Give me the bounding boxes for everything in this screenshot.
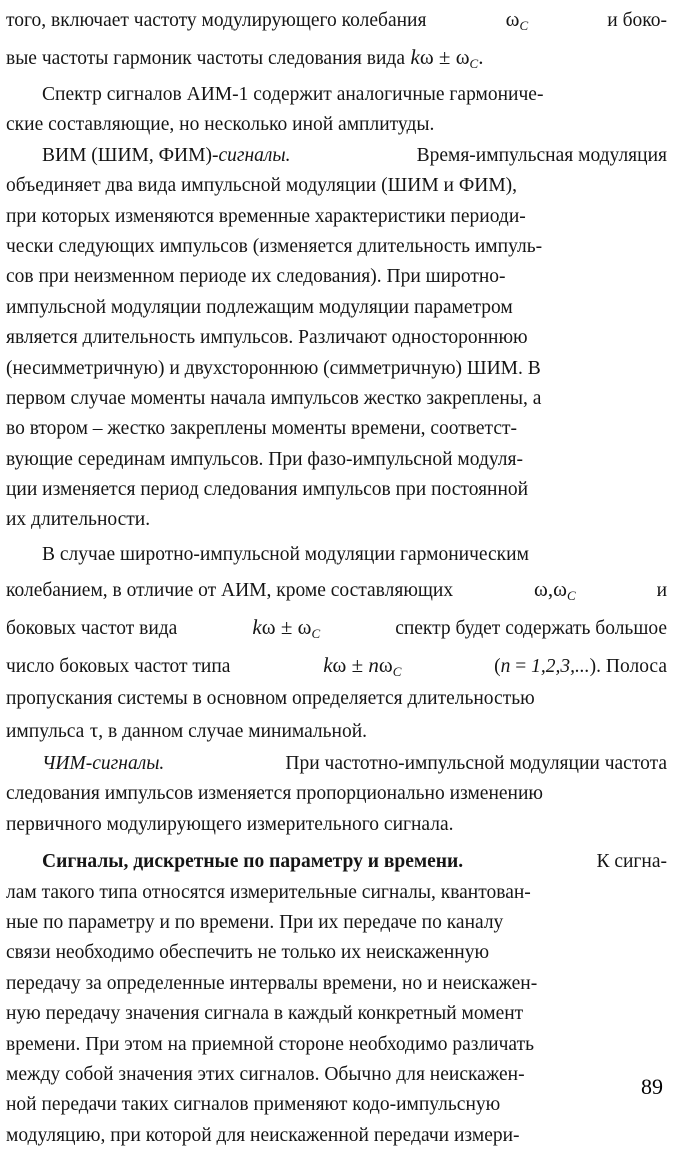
text-line: при которых изменяются временные характеристики периоди-	[6, 205, 526, 227]
text-line: чески следующих импульсов (изменяется длительность импуль-	[6, 235, 543, 257]
paragraph-chim	[6, 749, 667, 840]
formula-omega-c: $\omega_C$	[505, 7, 529, 33]
text-line: связи необходимо обеспечить не только их неискаженную	[6, 942, 490, 964]
paragraph-aim1	[6, 80, 667, 141]
text-line: боковых частот вида $k\omega \pm \omega_C$ спектр будет содержать большое	[6, 608, 667, 646]
document-page	[6, 0, 667, 1146]
text-line	[6, 141, 667, 171]
formula-k-omega-pm-omega-c: $k\omega \pm \omega_C$	[252, 615, 321, 642]
text-line: ной передачи таких сигналов применяют кодо-импульсную	[6, 1094, 501, 1116]
text-line: ЧИМ-сигналы. При частотно-импульсной модуляции частота	[6, 749, 667, 779]
text-line: Сигналы, дискретные по параметру и времени. К сигна-	[6, 847, 667, 877]
text-line: В случае широтно-импульсной модуляции гармоническим	[42, 543, 529, 565]
text-line: ции изменяется период следования импульсов при постоянной	[6, 479, 529, 501]
text-line	[6, 110, 667, 140]
section-heading: Сигналы, дискретные по параметру и времени.	[42, 851, 464, 873]
text-line: первичного модулирующего измерительного сигнала.	[6, 813, 454, 835]
text-line: объединяет два вида импульсной модуляции (ШИМ и ФИМ),	[6, 175, 518, 197]
text-line: следования импульсов изменяется пропорционально изменению	[6, 783, 543, 805]
text-line: между собой значения этих сигналов. Обычно для неискажен-	[6, 1063, 525, 1085]
text-span: ские составляющие, но несколько иной амплитуды.	[6, 114, 435, 136]
text-line: их длительности.	[6, 509, 151, 531]
text-line: вующие серединам импульсов. При фазо-импульсной модуля-	[6, 448, 523, 470]
page-number: 89	[641, 1074, 663, 1099]
text-line: является длительность импульсов. Различают одностороннюю	[6, 327, 528, 349]
text-line: передачу за определенные интервалы времени, но и неискажен-	[6, 972, 538, 994]
text-line: времени. При этом на приемной стороне необходимо различать	[6, 1033, 534, 1055]
term-vim: ВИМ (ШИМ, ФИМ)-сигналы.	[42, 144, 291, 166]
text-line: ную передачу значения сигнала в каждый конкретный момент	[6, 1003, 524, 1025]
paragraph-vim	[6, 141, 667, 536]
formula-omega-omega-c: $\omega,\omega_C$	[534, 577, 576, 604]
text-line: импульса τ , в данном случае минимальной.	[6, 715, 667, 745]
formula-k-omega-pm-omega-c: $k\omega \pm \omega_C$.	[410, 45, 484, 71]
n-values: (n = 1,2,3,...). Полоса	[494, 656, 667, 678]
text-line: ные по параметру и по времени. При их передаче по каналу	[6, 911, 504, 933]
term-chim: ЧИМ-сигналы.	[42, 753, 165, 775]
text-span: того, включает частоту модулирующего колебания	[6, 10, 427, 31]
text-line: (несимметричную) и двухстороннюю (симметричную) ШИМ. В	[6, 357, 541, 379]
text-line: число боковых частот типа $k\omega \pm n\omega_C$ (n = 1,2,3,...). Полоса	[6, 646, 667, 684]
text-line	[6, 0, 667, 38]
paragraph-shim	[6, 540, 667, 745]
text-line: импульсной модуляции подлежащим модуляции параметром	[6, 296, 513, 318]
paragraph-discrete-signals	[6, 847, 667, 1151]
text-span: и боко-	[607, 10, 667, 31]
paragraph-continuation	[6, 0, 667, 76]
text-line: колебанием, в отличие от АИМ, кроме составляющих $\omega,\omega_C$ и	[6, 570, 667, 608]
text-span: Спектр сигналов АИМ-1 содержит аналогичные гармониче-	[42, 84, 544, 105]
text-line	[6, 38, 667, 76]
text-line: лам такого типа относятся измерительные сигналы, квантован-	[6, 881, 531, 903]
formula-tau: τ	[89, 717, 99, 742]
text-span: вые частоты гармоник частоты следования вида	[6, 48, 405, 69]
text-line: во втором – жестко закреплены моменты времени, соответст-	[6, 418, 517, 440]
text-span: Время-импульсная модуляция	[416, 144, 667, 166]
text-line: сов при неизменном периоде их следования). При широтно-	[6, 266, 506, 288]
text-line: модуляцию, при которой для неискаженной передачи измери-	[6, 1124, 520, 1146]
text-line: пропускания системы в основном определяется длительностью	[6, 688, 535, 710]
text-line: первом случае моменты начала импульсов жестко закреплены, а	[6, 387, 542, 409]
formula-k-omega-pm-n-omega-c: $k\omega \pm n\omega_C$	[323, 653, 402, 680]
text-line	[6, 80, 667, 110]
